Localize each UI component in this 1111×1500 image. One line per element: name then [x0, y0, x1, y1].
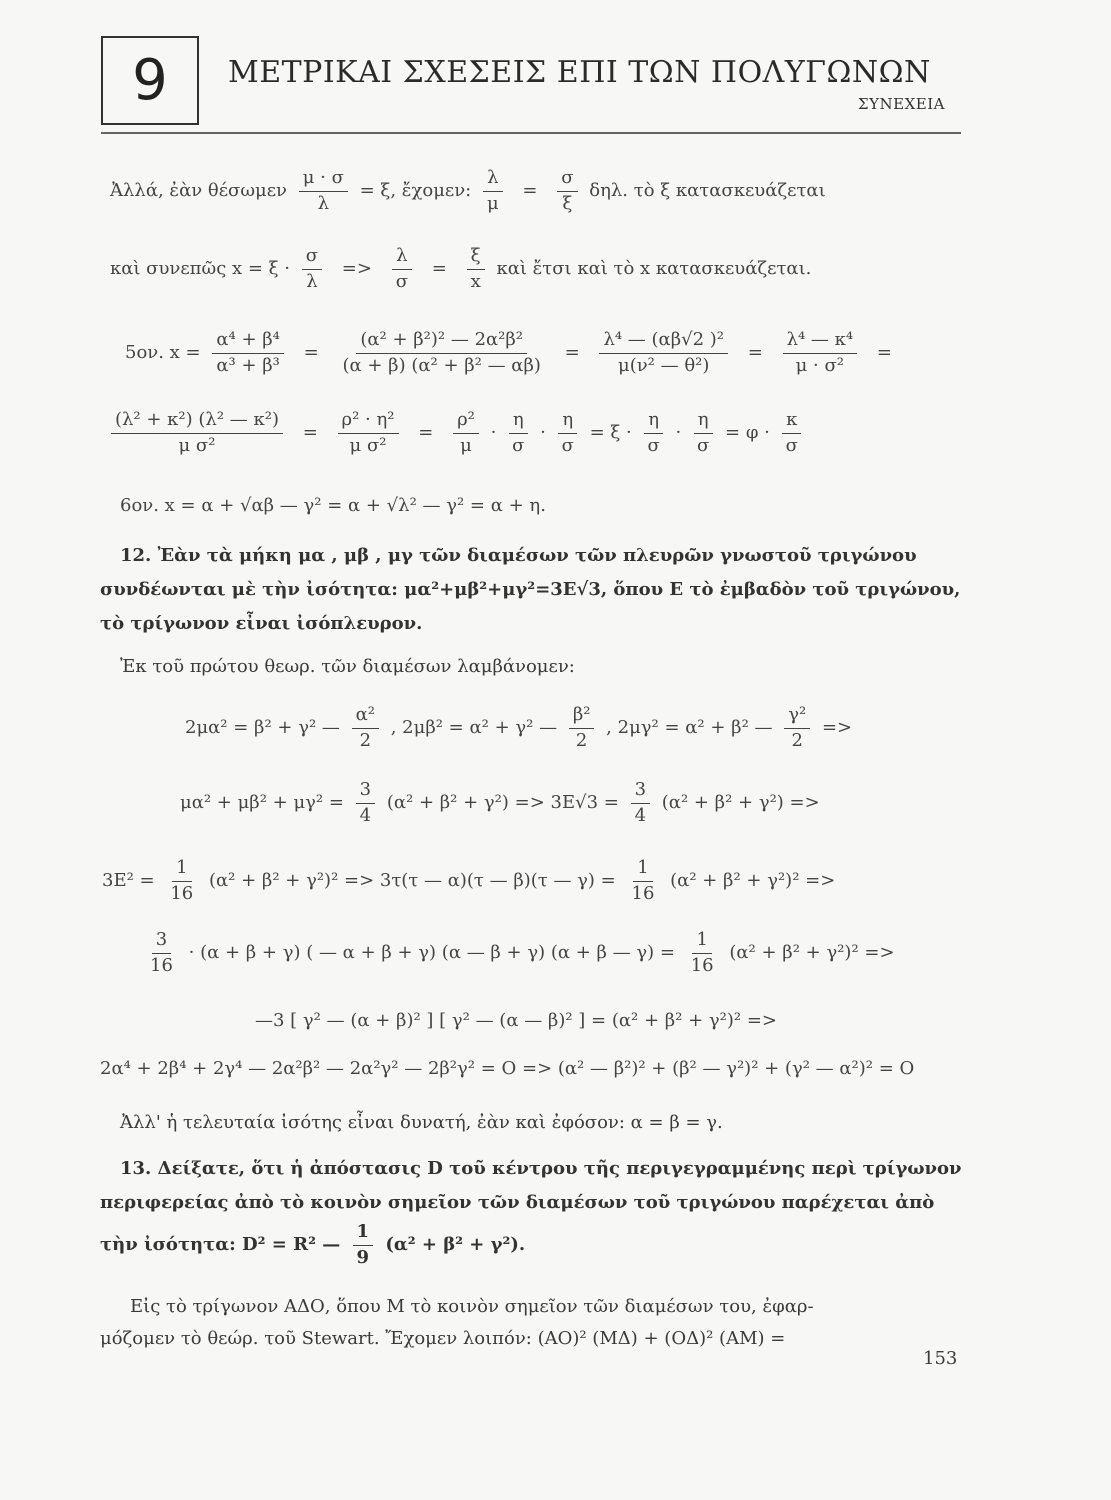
numerator: λ⁴ — κ⁴ [783, 330, 858, 354]
fraction [467, 246, 485, 292]
text-span: = φ · [725, 422, 770, 444]
solution-intro: Ἐκ τοῦ πρώτου θεωρ. τῶν διαμέσων λαμβάνομεν: [120, 656, 575, 677]
denominator: 16 [631, 882, 655, 904]
fraction [338, 410, 399, 456]
dot-operator: · [675, 422, 682, 444]
numerator: β² [569, 705, 595, 729]
text-span: 2μα² = β² + γ² — [185, 717, 340, 739]
numerator: 3 [631, 780, 650, 804]
problem-number: 12. [120, 545, 152, 566]
fraction [483, 168, 503, 214]
denominator: μ [486, 192, 499, 214]
denominator: 2 [359, 729, 372, 751]
fraction [146, 930, 177, 976]
fraction [783, 330, 858, 376]
equals-sign: = [522, 180, 538, 202]
expanded-equation: 2α⁴ + 2β⁴ + 2γ⁴ — 2α²β² — 2α²γ² — 2β²γ² = Ο => (α² — β²)² + (β² — γ²)² + (γ² — α²)² = Ο [100, 1058, 915, 1079]
fraction [558, 410, 578, 456]
equation-line-5: 6ον. x = α + √αβ — γ² = α + √λ² — γ² = α + η. [120, 495, 546, 516]
text-span: 3Ε² = [102, 870, 155, 892]
fraction [356, 780, 375, 826]
equals-sign: = [876, 342, 892, 364]
numerator: γ² [784, 705, 810, 729]
solution-13-line-1: Εἰς τὸ τρίγωνον ΑΔΟ, ὅπου Μ τὸ κοινὸν σημεῖον τῶν διαμέσων του, ἐφαρ- [130, 1296, 814, 1317]
numerator: (α² + β²)² — 2α²β² [356, 330, 527, 354]
denominator: σ [785, 434, 798, 456]
header-rule [101, 132, 961, 134]
problem-13-line-3 [100, 1222, 525, 1268]
text-span: · (α + β + γ) ( — α + β + γ) (α — β + γ) (α + β — γ) = [188, 942, 675, 964]
text-span: 5ον. x = [125, 342, 201, 364]
area-squared-equation [102, 858, 835, 904]
fraction [111, 410, 283, 456]
numerator: α² [352, 705, 379, 729]
equals-sign: = [564, 342, 580, 364]
denominator: α³ + β³ [216, 354, 280, 376]
text-span: Ἀλλά, ἐὰν θέσωμεν [110, 180, 287, 202]
equation-line-3 [125, 330, 900, 376]
denominator: 4 [634, 804, 647, 826]
denominator: σ [512, 434, 525, 456]
denominator: x [470, 270, 481, 292]
denominator: 9 [356, 1246, 370, 1268]
dot-operator: · [540, 422, 546, 444]
denominator: μ σ² [178, 434, 216, 456]
equals-sign: = [303, 342, 319, 364]
fraction [784, 705, 810, 751]
denominator: λ [306, 270, 318, 292]
text-span: Ἐὰν τὰ μήκη μα , μβ , μγ τῶν διαμέσων τῶν πλευρῶν γνωστοῦ τριγώνου [157, 545, 917, 566]
text-span: (α² + β² + γ²)² => [670, 870, 836, 892]
equals-sign: = [418, 422, 434, 444]
text-span: , 2μβ² = α² + γ² — [390, 717, 558, 739]
denominator: 16 [150, 954, 173, 976]
denominator: σ [561, 434, 574, 456]
numerator: 1 [353, 1222, 374, 1246]
fraction [782, 410, 802, 456]
fraction [557, 168, 577, 214]
denominator: σ [647, 434, 660, 456]
fraction [599, 330, 728, 376]
dot-operator: · [490, 422, 497, 444]
numerator: λ⁴ — (αβ√2 )² [599, 330, 728, 354]
fraction [453, 410, 479, 456]
problem-number: 13. [120, 1158, 152, 1179]
fraction [644, 410, 664, 456]
median-equations [185, 705, 852, 751]
numerator: 3 [356, 780, 375, 804]
numerator: 1 [172, 858, 191, 882]
denominator: μ(ν² — θ²) [618, 354, 710, 376]
equals-sign: = [302, 422, 318, 444]
text-span: = ξ · [589, 422, 632, 444]
problem-13-line-1 [120, 1158, 961, 1179]
page-number: 153 [923, 1348, 958, 1369]
equals-sign: = [747, 342, 763, 364]
fraction [569, 705, 595, 751]
chapter-title: ΜΕΤΡΙΚΑΙ ΣΧΕΣΕΙΣ ΕΠΙ ΤΩΝ ΠΟΛΥΓΩΝΩΝ [228, 55, 931, 90]
numerator: 3 [152, 930, 171, 954]
text-span: (α² + β² + γ²)² => 3τ(τ — α)(τ — β)(τ — γ) = [209, 870, 616, 892]
equation-line-2 [110, 246, 811, 292]
solution-13-line-2: μόζομεν τὸ θεώρ. τοῦ Stewart. Ἔχομεν λοιπόν: (ΑΟ)² (ΜΔ) + (ΟΔ)² (ΑΜ) = [100, 1328, 786, 1349]
denominator: 16 [690, 954, 714, 976]
numerator: α⁴ + β⁴ [212, 330, 284, 354]
denominator: λ [317, 192, 330, 214]
problem-12-line-2: συνδέωνται μὲ τὴν ἰσότητα: μα²+μβ²+μγ²=3Ε√3, ὅπου Ε τὸ ἐμβαδὸν τοῦ τριγώνου, [100, 579, 961, 600]
numerator: λ [392, 246, 411, 270]
problem-13-line-2: περιφερείας ἀπὸ τὸ κοινὸν σημεῖον τῶν διαμέσων τοῦ τριγώνου παρέχεται ἀπὸ [100, 1192, 935, 1213]
numerator: ρ² [453, 410, 479, 434]
denominator: μ σ² [349, 434, 387, 456]
text-span: , 2μγ² = α² + β² — [606, 717, 773, 739]
numerator: κ [782, 410, 801, 434]
bracket-equation: —3 [ γ² — (α + β)² ] [ γ² — (α — β)² ] = (α² + β² + γ²)² => [255, 1010, 778, 1031]
text-span: δηλ. τὸ ξ κατασκευάζεται [589, 180, 826, 202]
fraction [693, 410, 713, 456]
fraction [631, 780, 650, 826]
fraction [299, 168, 348, 214]
denominator: μ · σ² [795, 354, 845, 376]
text-span: (α² + β² + γ²) => [661, 792, 820, 814]
numerator: η [509, 410, 528, 434]
fraction [353, 1222, 374, 1268]
heron-product-equation [140, 930, 895, 976]
equals-sign: = [431, 258, 447, 280]
conclusion-text: Ἀλλ' ἡ τελευταία ἰσότης εἶναι δυνατή, ἐὰν καὶ ἐφόσον: α = β = γ. [120, 1112, 723, 1133]
implies-arrow: => [341, 258, 372, 280]
problem-12-line-3: τὸ τρίγωνον εἶναι ἰσόπλευρον. [100, 613, 423, 634]
problem-12-line-1 [120, 545, 917, 566]
numerator: σ [557, 168, 577, 192]
fraction [166, 858, 197, 904]
denominator: σ [395, 270, 408, 292]
fraction [392, 246, 412, 292]
fraction [508, 410, 528, 456]
fraction [352, 705, 379, 751]
numerator: η [694, 410, 713, 434]
implies-arrow: => [821, 717, 853, 739]
fraction [212, 330, 284, 376]
text-span: μα² + μβ² + μγ² = [180, 792, 344, 814]
equation-line-4 [105, 410, 808, 456]
denominator: σ [697, 434, 710, 456]
numerator: 1 [633, 858, 652, 882]
fraction [628, 858, 659, 904]
numerator: μ · σ [299, 168, 348, 192]
denominator: 2 [575, 729, 588, 751]
text-span: = ξ, ἔχομεν: [359, 180, 472, 202]
text-span: τὴν ἰσότητα: D² = R² — [100, 1234, 341, 1256]
equation-line-1 [110, 168, 826, 214]
numerator: σ [302, 246, 322, 270]
numerator: (λ² + κ²) (λ² — κ²) [111, 410, 283, 434]
text-span: (α² + β² + γ²) => 3Ε√3 = [386, 792, 619, 814]
numerator: 1 [692, 930, 711, 954]
chapter-number-box: 9 [101, 36, 199, 125]
text-span: (α² + β² + γ²). [385, 1234, 526, 1256]
text-span: καὶ συνεπῶς x = ξ · [110, 258, 291, 280]
chapter-subtitle: ΣΥΝΕΧΕΙΑ [858, 95, 945, 113]
text-span: Δείξατε, ὅτι ἡ ἀπόστασις D τοῦ κέντρου τῆς περιγεγραμμένης περὶ τρίγωνον [157, 1158, 962, 1179]
fraction [302, 246, 322, 292]
numerator: λ [483, 168, 502, 192]
denominator: μ [460, 434, 472, 456]
fraction [338, 330, 544, 376]
numerator: ρ² · η² [338, 410, 399, 434]
denominator: ξ [562, 192, 573, 214]
denominator: 4 [359, 804, 372, 826]
denominator: 16 [170, 882, 194, 904]
sum-of-medians-equation [180, 780, 820, 826]
denominator: (α + β) (α² + β² — αβ) [342, 354, 541, 376]
text-span: (α² + β² + γ²)² => [729, 942, 895, 964]
fraction [687, 930, 718, 976]
numerator: ξ [467, 246, 485, 270]
numerator: η [644, 410, 663, 434]
text-span: καὶ ἔτσι καὶ τὸ x κατασκευάζεται. [496, 258, 812, 280]
numerator: η [558, 410, 577, 434]
denominator: 2 [791, 729, 803, 751]
